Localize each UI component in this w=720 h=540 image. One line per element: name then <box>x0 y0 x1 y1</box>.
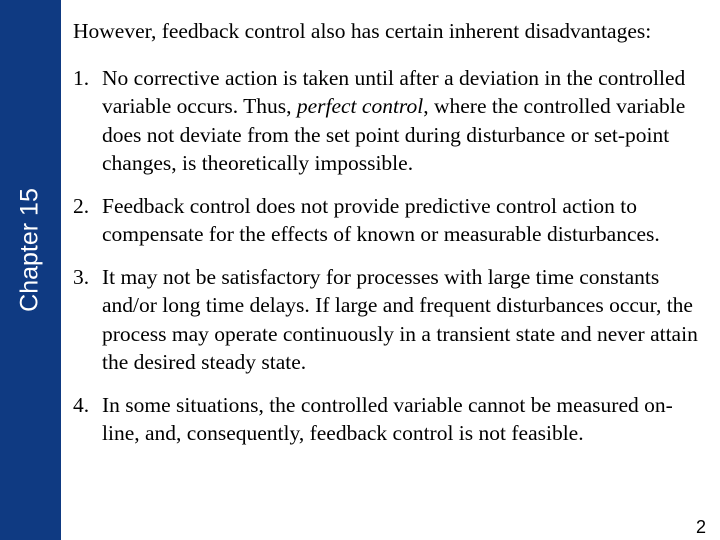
chapter-label: Chapter 15 <box>15 188 44 312</box>
list-item <box>73 263 705 377</box>
list-item-text: In some situations, the controlled variable cannot be measured on-line, and, consequently, feedback control is not feasible. <box>102 392 673 445</box>
list-item-number: 2. <box>73 193 90 218</box>
list-item-text: It may not be satisfactory for processes with large time constants and/or long time delays. If large and frequent disturbances occur, the process may operate continuously in a transient state and never attain the desired steady state. <box>102 264 698 374</box>
chapter-sidebar <box>0 0 61 540</box>
page-number: 2 <box>695 517 706 537</box>
list-item-text <box>102 64 705 178</box>
emphasis-text: perfect control <box>296 94 424 118</box>
slide-content <box>73 17 705 462</box>
intro-text: However, feedback control also has certain inherent disadvantages: <box>73 19 652 43</box>
list-item <box>73 391 705 448</box>
list-item <box>73 192 705 249</box>
list-item-text-part: , where the controlled variable does not deviate from the set point during disturbance or set-point changes, is theoretically impossible. <box>102 94 686 175</box>
list-item-number: 4. <box>73 392 90 417</box>
list-item-number: 1. <box>73 65 90 90</box>
list-item-text: Feedback control does not provide predictive control action to compensate for the effects of known or measurable disturbances. <box>102 193 660 246</box>
list-item-number: 3. <box>73 264 90 289</box>
list-item-text-part: No corrective action is taken until after a deviation in the controlled variable occurs. Thus, <box>102 65 686 118</box>
list-item <box>73 64 705 178</box>
